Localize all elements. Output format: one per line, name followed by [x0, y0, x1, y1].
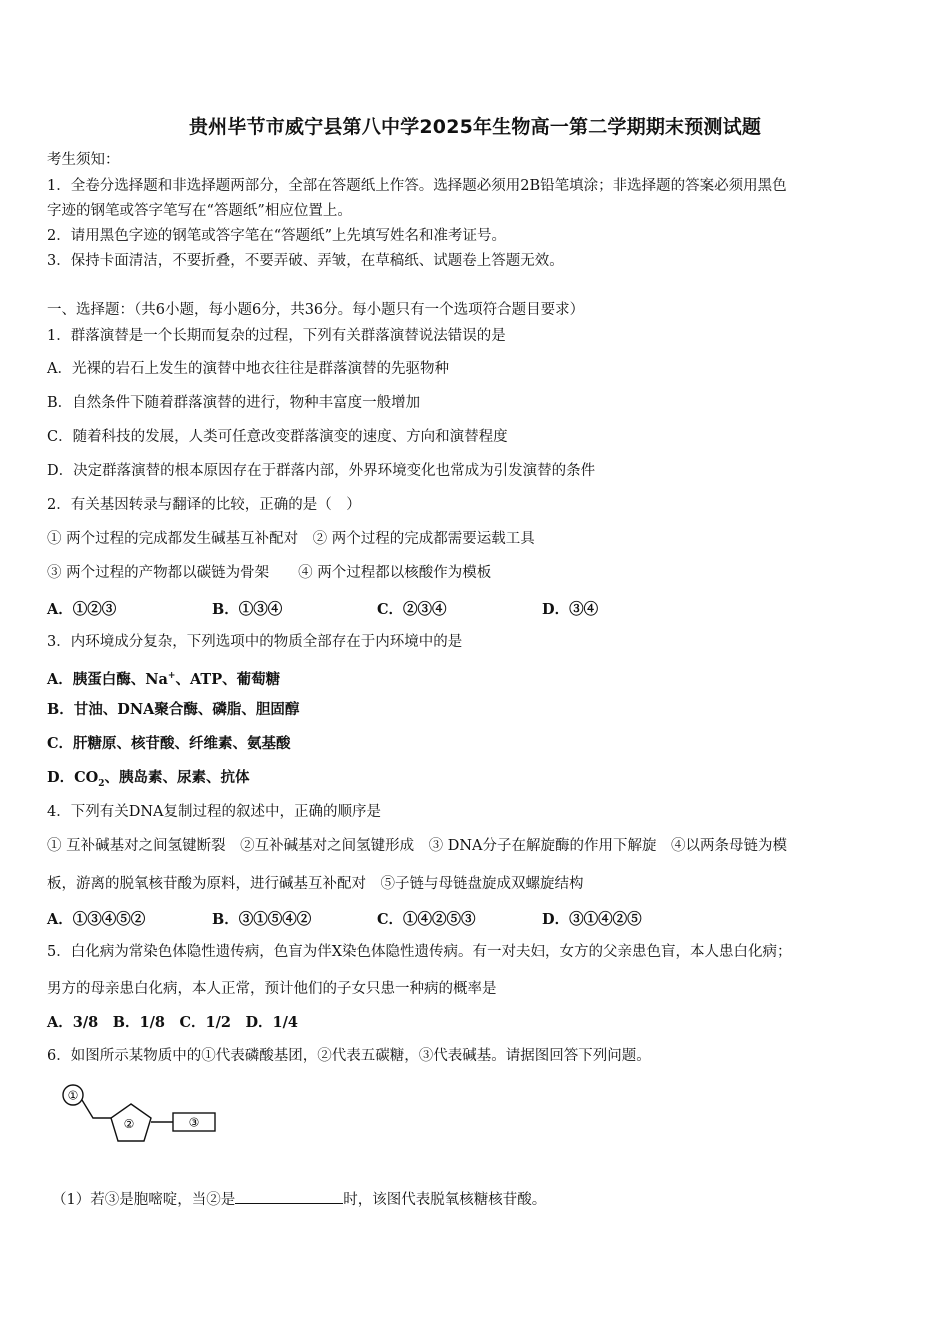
q1-option-d: D．决定群落演替的根本原因存在于群落内部，外界环境变化也常成为引发演替的条件 — [47, 463, 596, 479]
q2-option-c: C．②③④ — [377, 601, 447, 618]
page-title: 贵州毕节市威宁县第八中学2025年生物高一第二学期期末预测试题 — [188, 116, 762, 138]
fig-label-3: ③ — [188, 1115, 200, 1130]
q3-option-a-pre: A．胰蛋白酶、Na — [47, 670, 168, 688]
section-heading: 一、选择题：（共6小题，每小题6分，共36分。每小题只有一个选项符合题目要求） — [47, 302, 585, 318]
q4-option-c: C．①④②⑤③ — [377, 911, 476, 928]
q2-stem: 2．有关基因转录与翻译的比较，正确的是（ ） — [47, 497, 361, 513]
q2-option-b: B．①③④ — [212, 601, 283, 618]
q3-option-d-post: 、胰岛素、尿素、抗体 — [104, 769, 250, 786]
notice-heading: 考生须知： — [47, 152, 120, 168]
q6-stem: 6．如图所示某物质中的①代表磷酸基团，②代表五碳糖，③代表碱基。请据图回答下列问题。 — [47, 1048, 651, 1064]
q6-sub-1-post: 时，该图代表脱氧核糖核苷酸。 — [343, 1192, 547, 1208]
q4-stem: 4．下列有关DNA复制过程的叙述中，正确的顺序是 — [47, 804, 382, 820]
q1-option-a: A．光裸的岩石上发生的演替中地衣往往是群落演替的先驱物种 — [47, 361, 449, 377]
q3-option-d-pre: D．CO — [47, 769, 99, 786]
nucleotide-diagram — [56, 1080, 226, 1150]
q2-statement-2: ③ 两个过程的产物都以碳链为骨架 ④ 两个过程都以核酸作为模板 — [47, 565, 492, 581]
notice-line-1a: 1．全卷分选择题和非选择题两部分，全部在答题纸上作答。选择题必须用2B铅笔填涂；非选择题的答案必须用黑色 — [47, 178, 787, 194]
notice-line-1b: 字迹的钢笔或答字笔写在“答题纸”相应位置上。 — [47, 203, 352, 219]
q5-options: A．3/8 B．1/8 C．1/2 D．1/4 — [47, 1014, 299, 1031]
q6-sub-1 — [52, 1189, 546, 1210]
q3-option-a — [47, 666, 280, 690]
q1-option-c: C．随着科技的发展，人类可任意改变群落演变的速度、方向和演替程度 — [47, 429, 508, 445]
notice-line-3: 3．保持卡面清洁，不要折叠，不要弄破、弄皱，在草稿纸、试题卷上答题无效。 — [47, 253, 564, 269]
q6-sub-1-pre: （1）若③是胞嘧啶，当②是 — [52, 1192, 236, 1208]
q3-option-b: B．甘油、DNA聚合酶、磷脂、胆固醇 — [47, 701, 300, 718]
q2-option-d: D．③④ — [542, 601, 599, 618]
q2-option-a: A．①②③ — [47, 601, 117, 618]
q3-option-d — [47, 768, 250, 794]
notice-line-2: 2．请用黑色字迹的钢笔或答字笔在“答题纸”上先填写姓名和准考证号。 — [47, 228, 507, 244]
phosphate-bond — [82, 1100, 111, 1118]
answer-blank[interactable] — [235, 1189, 343, 1204]
q1-option-b: B．自然条件下随着群落演替的进行，物种丰富度一般增加 — [47, 395, 421, 411]
fig-label-1: ① — [67, 1088, 79, 1103]
q4-option-d: D．③①④②⑤ — [542, 911, 642, 928]
q5-stem-1: 5．白化病为常染色体隐性遗传病，色盲为伴X染色体隐性遗传病。有一对夫妇，女方的父亲患色盲，本人患白化病； — [47, 944, 792, 960]
q3-option-a-post: 、ATP、葡萄糖 — [175, 670, 281, 688]
q4-option-a: A．①③④⑤② — [47, 911, 146, 928]
q4-option-b: B．③①⑤④② — [212, 911, 312, 928]
q4-statement-2: 板，游离的脱氧核苷酸为原料，进行碱基互补配对 ⑤子链与母链盘旋成双螺旋结构 — [47, 876, 584, 892]
q2-statement-1: ① 两个过程的完成都发生碱基互补配对 ② 两个过程的完成都需要运载工具 — [47, 531, 535, 547]
fig-label-2: ② — [123, 1117, 135, 1131]
q4-statement-1: ① 互补碱基对之间氢键断裂 ②互补碱基对之间氢键形成 ③ DNA分子在解旋酶的作用下解旋 ④以两条母链为模 — [47, 838, 787, 854]
q3-option-a-sup: + — [167, 671, 176, 681]
q3-option-d-sub: 2 — [98, 778, 105, 789]
q3-option-c: C．肝糖原、核苷酸、纤维素、氨基酸 — [47, 735, 291, 752]
q1-stem: 1．群落演替是一个长期而复杂的过程，下列有关群落演替说法错误的是 — [47, 328, 506, 344]
q5-stem-2: 男方的母亲患白化病，本人正常，预计他们的子女只患一种病的概率是 — [47, 981, 497, 997]
q3-stem: 3．内环境成分复杂，下列选项中的物质全部存在于内环境中的是 — [47, 634, 463, 650]
